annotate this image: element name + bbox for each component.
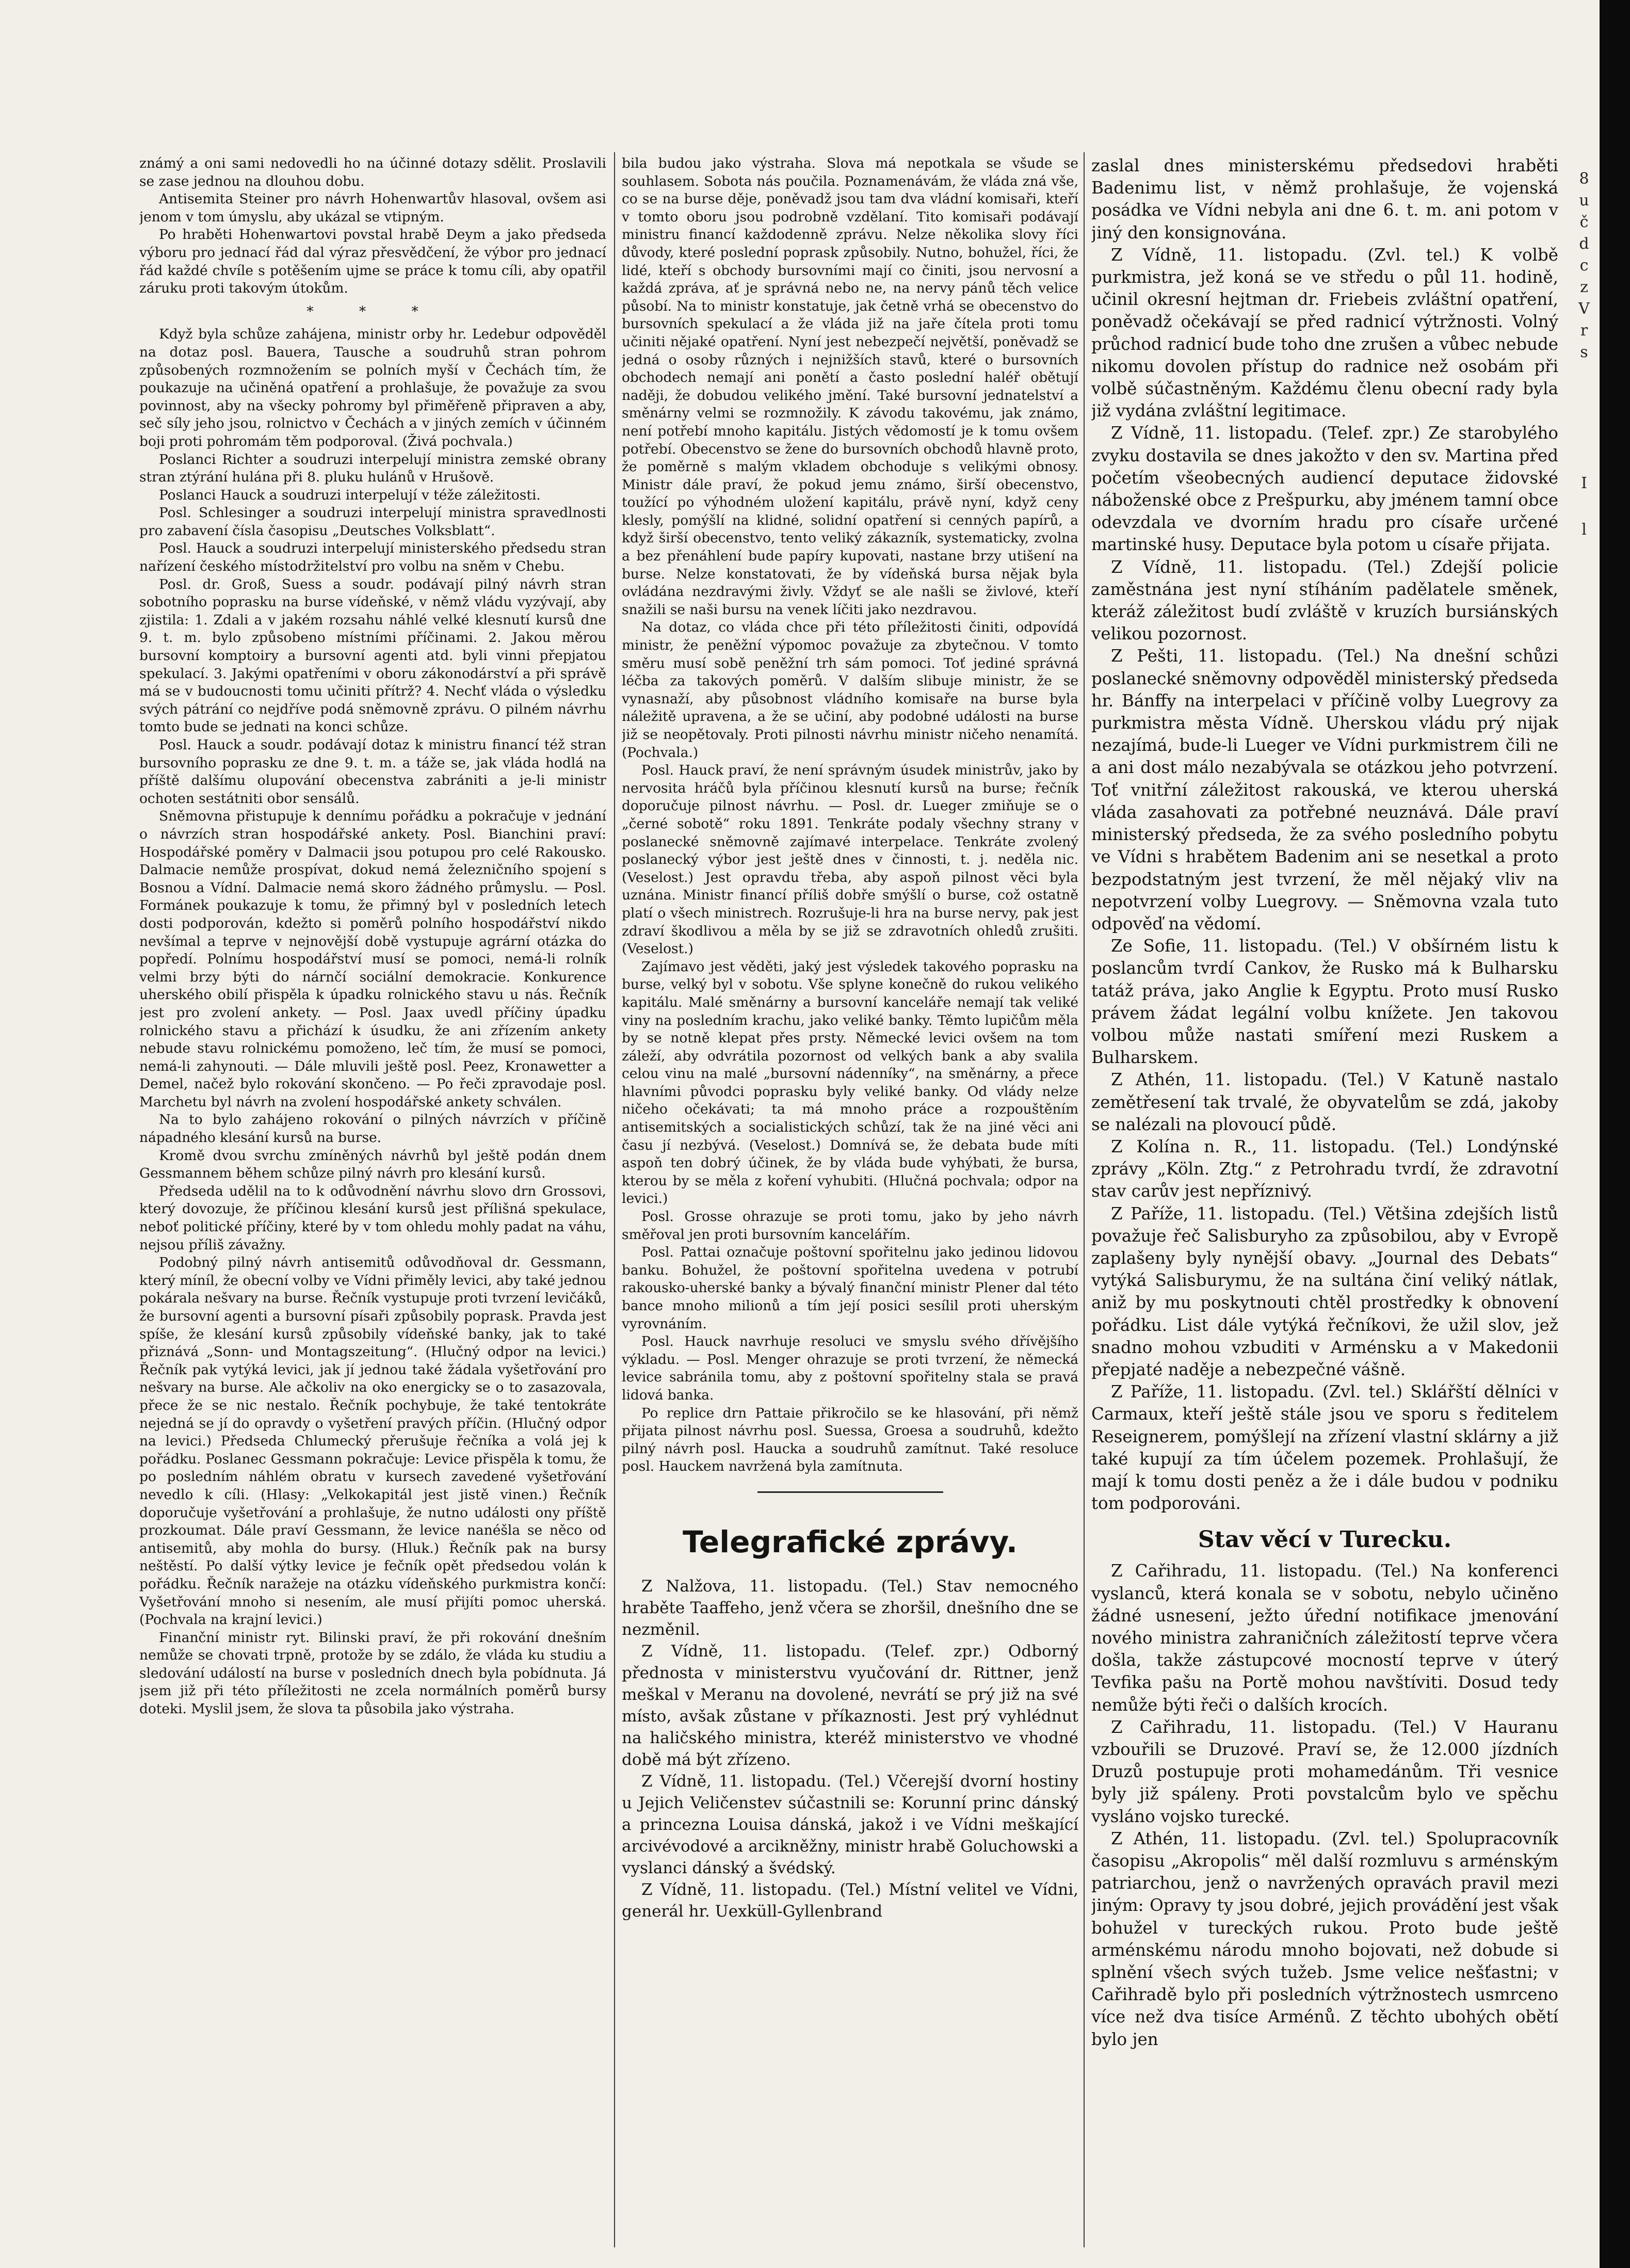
column-divider-2 <box>1084 152 1085 2247</box>
edge-fragment: č <box>1579 213 1589 231</box>
telegraph-item: Z Paříže, 11. listopadu. (Zvl. tel.) Sklářští dělníci v Carmaux, kteří ještě stále jsou ve sporu s ředitelem Reseignerem, pomýšlejí na zřízení vlastní sklárny a již také kupují za tím účelem pozemek. Prohlašují, že mají k tomu dosti peněz a že i dále budou v podniku tom podporováni. <box>1091 1382 1558 1514</box>
article-paragraph: známý a oni sami nedovedli ho na účinné dotazy sdělit. Proslavili se zase jednou na dlouhou dobu. <box>139 155 606 189</box>
article-paragraph: Zajímavo jest věděti, jaký jest výsledek takového poprasku na burse, velký byl v sobotu. Vše splyne konečně do rukou velikého kapitálu. Malé směnárny a bursovní kanceláře nemají tak veliké viny na posledním krachu, jako veliké banky. Těmto lupičům měla by se notně klepat přes prsty. Německé levici ovšem na tom záleží, aby odvrátila pozornost od velkých bank a aby svalila celou vinu na malé „bursovní nádenníky“, na směnárny, a přece hlavními původci poprasku byly veliké banky. Od vlády nelze ničeho očekávati; ta má mnoho práce a rozpouštěním antisemitských a socialistických schůzí, tak že na jiné věci ani času jí nezbývá. (Veselost.) Domnívá se, že debata bude míti aspoň ten dobrý účinek, že by vláda bude vyhýbati, že bursa, kterou by se měla z koření vyhubiti. (Hlučná pochvala; odpor na levici.) <box>622 958 1078 1207</box>
article-paragraph: Posl. Hauck a soudr. podávají dotaz k ministru financí též stran bursovního poprasku ze dne 9. t. m. a táže se, jak vláda hodlá na příště dalšímu olupování obecenstva zabrániti a je-li ministr ochoten sestátniti obor sensálů. <box>139 737 606 807</box>
telegraph-item: Z Vídně, 11. listopadu. (Telef. zpr.) Odborný přednosta v ministerstvu vyučování dr. Rittner, jenž meškal v Meranu na dovolené, nevrátí se prý již na své místo, avšak zůstane v příkaznosti. Jest prý vyhlédnut na haličského ministra, kteréž ministerstvo ve vhodné době má být zřízeno. <box>622 1642 1078 1769</box>
article-paragraph: Předseda udělil na to k odůvodnění návrhu slovo drn Grossovi, který dovozuje, že příčinou klesání kursů jest přílišná spekulace, neboť politické příčiny, které by v tom ohledu mohly padat na váhu, nejsou příliš závažny. <box>139 1183 606 1253</box>
turkey-section-title: Stav věcí v Turecku. <box>1198 1526 1452 1553</box>
telegraph-item: Ze Sofie, 11. listopadu. (Tel.) V obšírném listu k poslancům tvrdí Cankov, že Rusko má k Bulharsku tatáž práva, jako Anglie k Egyptu. Proto musí Rusko právem žádat legální volbu knížete. Jen takovou volbou může nastati smíření mezi Ruskem a Bulharskem. <box>1091 936 1558 1068</box>
article-paragraph: Posl. Hauck a soudruzi interpelují ministerského předsedu stran nařízení českého místodržitelství pro volbu na sněm v Chebu. <box>139 540 606 575</box>
column-divider-1 <box>614 152 615 2247</box>
scan-edge-shadow <box>1600 0 1630 2268</box>
article-paragraph: Posl. dr. Groß, Suess a soudr. podávají pilný návrh stran sobotního poprasku na burse vídeňské, v němž vládu vyzývají, aby zjistila: 1. Zdali a v jakém rozsahu náhlé velké klesnutí kursů dne 9. t. m. bylo způsobeno místními příčinami. 2. Jakou měrou bursovní komptoiry a bursovní agenti atd. byli vinni přepjatou spekulací. 3. Jakými opatřeními v oboru zákonodárství a při správě má se v budoucnosti tomu učiniti přítrž? 4. Nechť vláda o výsledku svých pátrání co nejdříve podá sněmovně zprávu. O pilném návrhu tomto bude se jednati na konci schůze. <box>139 576 606 735</box>
article-paragraph: Posl. Pattai označuje poštovní spořitelnu jako jedinou lidovou banku. Bohužel, že poštovní spořitelna uvedena v potrubí rakousko-uherské banky a bývalý finanční ministr Plener dal této bance mnoho milionů a tím její posici sesílil proti uherským vyrovnáním. <box>622 1244 1078 1332</box>
article-paragraph: Posl. Hauck praví, že není správným úsudek ministrův, jako by nervosita hráčů byla příčinou klesnutí kursů na burse; řečník doporučuje pilnost návrhu. — Posl. dr. Lueger zmiňuje se o „černé sobotě“ roku 1891. Tenkráte podaly všechny strany v poslanecké sněmovně zajímavé interpelace. Tenkráte zvolený poslanecký výbor jest ještě dnes v činnosti, t. j. neděla nic. (Veselost.) Jest opravdu třeba, aby aspoň pilnost věci byla uznána. Ministr financí příliš dobře smýšlí o burse, což ostatně platí o všech ministrech. Rozrušuje-li hra na burse nervy, pak jest zdraví škodlivou a měla by se již se zdravotních ohledů zrušiti. (Veselost.) <box>622 762 1078 957</box>
telegraph-item: Z Vídně, 11. listopadu. (Tel.) Místní velitel ve Vídni, generál hr. Uexküll-Gyllenbrand <box>622 1880 1078 1921</box>
edge-fragment: d <box>1579 235 1589 253</box>
telegraph-item: Z Kolína n. R., 11. listopadu. (Tel.) Londýnské zprávy „Köln. Ztg.“ z Petrohradu tvrdí, že zdravotní stav carův jest nepříznivý. <box>1091 1136 1558 1201</box>
edge-fragment: 8 <box>1579 170 1589 188</box>
article-paragraph: Po hraběti Hohenwartovi povstal hrabě Deym a jako předseda výboru pro jednací řád dal výraz přesvědčení, že výbor pro jednací řád každé chvíle s potěšením ujme se práce k tomu cíli, aby opatřil záruku proti takovým útokům. <box>139 227 606 297</box>
article-paragraph: Podobný pilný návrh antisemitů odůvodňoval dr. Gessmann, který míníl, že obecní volby ve Vídni přiměly levici, aby také jednou pokárala nešvary na burse. Řečník vystupuje proti tvrzení levičáků, že bursovní agenti a bursovní písaři způsobily poprask. Pravda jest spíše, že klesání kursů způsobily vídeňské banky, jak to také přiznává „Sonn- und Montagszeitung“. (Hlučný odpor na levici.) Řečník pak vytýká levici, jak jí jednou také žádala vyšetřování pro nešvary na burse. Ale ačkoliv na oko energicky se o to zasazovala, přece že se nic nestalo. Řečník pochybuje, že také tentokráte nejedná se jí do opravdy o vyšetření pravých příčin. (Hlučný odpor na levici.) Předseda Chlumecký přerušuje řečníka a volá jej k pořádku. Poslanec Gessmann pokračuje: Levice přispěla k tomu, že po posledním náhlém obratu v kursech zavedené vyšetřování nevedlo k cíli. (Hlasy: „Velkokapitál jest jistě vinen.) Řečník doporučuje vyšetřování a prohlašuje, že nutno události ony příště prozkoumat. Dále praví Gessmann, že levice nanéšla se něco od antisemitů, aby mohla do bursy. (Hluk.) Řečník pak na bursy neštěstí. Po další výtky levice je fečník opět předsedou volán k pořádku. Řečník naražeje na otázku vídeňského purkmistra končí: Vyšetřování mnoho si nesením, ale musí přijíti pomoc uherská. (Pochvala na krajní levici.) <box>139 1254 606 1628</box>
telegraph-section-title: Telegrafické zprávy. <box>683 1524 1018 1559</box>
telegraph-item: Z Athén, 11. listopadu. (Tel.) V Katuně nastalo zemětřesení tak trvalé, že obyvatelům se zdá, jakoby se nalézali na plovoucí půdě. <box>1091 1070 1558 1134</box>
telegraph-item: Z Cařihradu, 11. listopadu. (Tel.) Na konferenci vyslanců, která konala se v sobotu, nebylo učiněno žádné usnesení, ježto úřední notifikace jmenování nového ministra zahraničních záležitostí teprve včera došla, takže zástupcové mocností teprve v úterý Tevfika pašu na Portě mohou navštíviti. Dosud tedy nemůže býti řeči o dalších krocích. <box>1091 1561 1558 1715</box>
article-paragraph: Finanční ministr ryt. Bilinski praví, že při rokování dnešním nemůže se chovati trpně, protože by se zdálo, že vláda ku studiu a sledování událostí na burse v posledních dnech byla pobídnuta. Já jsem již při této příležitosti ne zcela normálních poměrů bursy doteki. Myslil jsem, že slova ta působila jako výstraha. <box>139 1629 606 1717</box>
article-paragraph: Po replice drn Pattaie přikročilo se ke hlasování, při němž přijata pilnost návrhu posl. Suessa, Groesa a soudruhů, kdežto pilný návrh posl. Haucka a soudruhů zamítnut. Také resoluce posl. Hauckem navržená byla zamítnuta. <box>622 1405 1078 1475</box>
edge-fragment: u <box>1579 191 1589 210</box>
article-paragraph: Sněmovna přistupuje k dennímu pořádku a pokračuje v jednání o návrzích stran hospodářské ankety. Posl. Bianchini praví: Hospodářské poměry v Dalmacii jsou potupou pro celé Rakousko. Dalmacie nemůže prospívat, dokud nemá železničního spojení s Bosnou a Vídní. Dalmacie nemá skoro žádného průmyslu. — Posl. Formánek poukazuje k tomu, že přimný byl v posledních letech dosti podporován, kdežto si poměrů polního hospodářství nikdo nevšímal a teprve v nejnovější době vystupuje agrární otázka do popředí. Polnímu hospodářství musí se pomoci, nemá-li rolník velmi brzy býti do nárnčí sociální demokracie. Konkurence uherského obilí přispěla k úpadku rolnického stavu u nás. Řečník jest pro zvolení ankety. — Posl. Jaax uvedl příčiny úpadku rolnického stavu a přichází k úsudku, že ani zřízením ankety nebude stavu rolnickému pomoženo, leč tím, že musí se pomoci, nemá-li zahynouti. — Dále mluvili ještě posl. Peez, Kronawetter a Demel, načež bylo rokování skončeno. — Po řeči zpravodaje posl. Marchetu byl návrh na zvolení hospodářské ankety schválen. <box>139 808 606 1110</box>
telegraph-item: Z Cařihradu, 11. listopadu. (Tel.) V Hauranu vzbouřili se Druzové. Praví se, že 12.000 jízdních Druzů postupuje proti mohamedánům. Tři vesnice byly již spáleny. Proti povstalcům bylo ve spěchu vysláno vojsko turecké. <box>1091 1717 1558 1826</box>
article-paragraph: Na to bylo zahájeno rokování o pilných návrzích v příčině nápadného klesání kursů na burse. <box>139 1112 606 1146</box>
edge-fragment: I <box>1581 474 1587 492</box>
telegraph-item: Z Vídně, 11. listopadu. (Tel.) Zdejší policie zaměstnána jest nyní stíháním padělatele směnek, kteráž záležitost budí zvláště v kruzích bursiánských velikou pozornost. <box>1091 557 1558 644</box>
article-paragraph: Když byla schůze zahájena, ministr orby hr. Ledebur odpověděl na dotaz posl. Bauera, Tausche a soudruhů stran pohrom způsobených rozmnožením se polních myší v Čechách tím, že poukazuje na učiněná opatření a prohlašuje, že považuje za svou povinnost, aby na všecky pohromy byl přiměřeně připraven a aby, seč síly jeho jsou, rolnictvo v Čechách a v jiných zemích v účinném boji proti pohromám těm podporoval. (Živá pochvala.) <box>139 326 606 449</box>
edge-fragment: l <box>1581 521 1587 539</box>
edge-fragment: z <box>1580 278 1588 296</box>
telegraph-item: Z Vídně, 11. listopadu. (Telef. zpr.) Ze starobylého zvyku dostavila se dnes jakožto v den sv. Martina před početím všeobecných audiencí deputace židovské náboženské obce z Prešpurku, aby jménem tamní obce odevzdala ve dvorním hradu pro císaře určené martinské husy. Deputace byla potom u císaře přijata. <box>1091 423 1558 555</box>
telegraph-item: zaslal dnes ministerskému předsedovi hraběti Badenimu list, v němž prohlašuje, že vojenská posádka ve Vídni nebyla ani dne 6. t. m. ani potom v jiný den konsignována. <box>1091 156 1558 243</box>
article-paragraph: Posl. Hauck navrhuje resoluci ve smyslu svého dřívějšího výkladu. — Posl. Menger ohrazuje se proti tvrzení, že německá levice sabránila tomu, aby z poštovní spořitelny stala se pravá lidová banka. <box>622 1333 1078 1403</box>
edge-fragment: r <box>1580 321 1588 340</box>
column-1 <box>139 155 606 2237</box>
article-end-rule <box>757 1491 943 1493</box>
article-paragraph: Kromě dvou svrchu zmíněných návrhů byl ještě podán dnem Gessmannem během schůze pilný návrh pro klesání kursů. <box>139 1147 606 1182</box>
article-paragraph: Poslanci Hauck a soudruzi interpelují v téže záležitosti. <box>159 487 541 503</box>
telegraph-item: Z Nalžova, 11. listopadu. (Tel.) Stav nemocného hraběte Taaffeho, jenž včera se zhoršil, dnešního dne se nezměnil. <box>622 1577 1078 1639</box>
article-paragraph: Poslanci Richter a soudruzi interpelují ministra zemské obrany stran ztýrání hulána při 8. pluku hulánů v Hrušově. <box>139 451 606 486</box>
edge-fragment: s <box>1580 343 1588 361</box>
edge-fragment: V <box>1578 300 1590 318</box>
edge-fragment: c <box>1579 256 1589 275</box>
article-paragraph: Na dotaz, co vláda chce při této příležitosti činiti, odpovídá ministr, že peněžní výpomoc považuje za zbytečnou. V tomto směru musí sobě peněžní trh sám pomoci. Toť jediné správná léčba za takových poměrů. V dalším slibuje ministr, že se vynasnaží, aby působnost vládního komisaře na burse byla náležitě upravena, a že se učiní, aby podobné události na burse již se neopětovaly. Proti pilnosti návrhu ministr ničeho nenamítá. (Pochvala.) <box>622 619 1078 761</box>
article-paragraph: Posl. Schlesinger a soudruzi interpelují ministra spravedlnosti pro zabavení čísla časopisu „Deutsches Volksblatt“. <box>139 505 606 539</box>
telegraph-item: Z Athén, 11. listopadu. (Zvl. tel.) Spolupracovník časopisu „Akropolis“ měl další rozmluvu s arménským patriarchou, jenž o navržených opravách pravil mezi jiným: Opravy ty jsou dobré, jejich provádění jest však bohužel v tureckých rukou. Proto bude ještě arménskému národu mnoho bojovati, než dobude si splnění všech svých tužeb. Jsme velice nešťastni; v Cařihradě bylo při posledních výtržnostech usmrceno více než dva tisíce Arménů. Z těchto ubohých obětí bylo jen <box>1091 1828 1558 2049</box>
telegraph-item: Z Paříže, 11. listopadu. (Tel.) Většina zdejších listů považuje řeč Salisburyho za způsobilou, aby v Evropě zaplašeny byly nynější obavy. „Journal des Debats“ vytýká Salisburymu, že na sultána činí veliký nátlak, aniž by mu poskytnouti chtěl prostředky k obnovení pořádku. List dále vytýká řečníkovi, že užil slov, jež snadno mohou vzbuditi v Arménsku a v Makedonii přepjaté naděje a nebezpečné vášně. <box>1091 1203 1558 1379</box>
article-paragraph: Antisemita Steiner pro návrh Hohenwartův hlasoval, ovšem asi jenom v tom úmyslu, aby ukázal se vtipným. <box>139 191 606 225</box>
telegraph-item: Z Vídně, 11. listopadu. (Tel.) Včerejší dvorní hostiny u Jejich Veličenstev súčastnili se: Korunní princ dánský a princezna Louisa dánská, jakož i ve Vídni meškající arcivévodové a arcikněžny, ministr hrabě Goluchowski a vyslanci dánský a švédský. <box>622 1772 1078 1877</box>
column-3 <box>1091 155 1558 2237</box>
section-separator-stars: * * * <box>306 303 439 319</box>
telegraph-item: Z Vídně, 11. listopadu. (Zvl. tel.) K volbě purkmistra, jež koná se ve středu o půl 11. hodině, učinil okresní hejtman dr. Friebeis zvláštní opatření, poněvadž očekávají se před radnicí výtržnosti. Volný průchod radnicí bude toho dne zrušen a vůbec nebude nikomu dovolen přístup do radnice než osobám při volbě súčastněným. Každému členu obecní rady byla již vydána zvláštní legitimace. <box>1091 245 1558 421</box>
telegraph-item: Z Pešti, 11. listopadu. (Tel.) Na dnešní schůzi poslanecké sněmovny odpověděl ministerský předseda hr. Bánffy na interpelaci v příčině volby Luegrovy za purkmistra města Vídně. Uherskou vládu prý nijak nezajímá, bude-li Lueger ve Vídni purkmistrem čili ne a ani dost málo nezabývala se otázkou jeho potvrzení. Toť vnitřní záležitost rakouská, ve kterou uherská vláda zasahovati za potřebné neuznává. Dále praví ministerský předseda, že za svého posledního pobytu ve Vídni s hrabětem Badenim ani se nesetkal a proto bezpodstatným jest tvrzení, že měl nějaký vliv na nepotvrzení volby Luegrovy. — Sněmovna vzala tuto odpověď na vědomí. <box>1091 646 1558 934</box>
article-paragraph: Posl. Grosse ohrazuje se proti tomu, jako by jeho návrh směřoval jen proti bursovním kancelářím. <box>622 1209 1078 1243</box>
article-paragraph: bila budou jako výstraha. Slova má nepotkala se všude se souhlasem. Sobota nás poučila. Poznamenávám, že vláda zná vše, co se na burse děje, poněvadž jsou tam dva vládní komisaři, kteří v tomto oboru jsou podrobně vzdělaní. Tito komisaři podávají ministru financí každodenně zprávu. Nelze několika slovy říci důvody, které poslední poprask způsobily. Nutno, bohužel, říci, že lidé, kteří s obchody bursovními mají co činiti, jsou nervosní a každá zpráva, ať je správná nebo ne, na nervy pánů těch velice působí. Na to ministr konstatuje, jak četně vrhá se obecenstvo do bursovních spekulací a že vláda již na jaře čítela proti tomu učiniti nějaké opatření. Nyní jest nebezpečí největší, poněvadž se jedná o osoby různých i nejnižších stavů, které o bursovních obchodech nemají ani ponětí a často poslední haléř obětují naději, že dobudou velikého jmění. Také bursovní jednatelství a směnárny velmi se rozmnožily. K závodu takovému, jak známo, není potřebí mnoho kapitálu. Jistých vědomostí je k tomu ovšem potřebí. Obecenstvo se žene do bursovních obchodů hlavně proto, že poměrně s malým vkladem obchoduje s velikými obnosy. Ministr dále praví, že pokud jemu známo, širší obecenstvo, toužící po výhodném uložení kapitálu, právě nyní, když ceny klesly, pomýšlí na klidné, solidní opatření si cenných papírů, a když širší obecenstvo, tento veliký zákazník, systematicky, zvolna a bez přenáhlení bude papíry kupovati, nastane brzy utišení na burse. Nelze konstatovati, že by vídeňská bursa nějak byla ovládána nezdravými živly. Vždyť se ale našli se živlové, kteří snažili se naši bursu na venek líčiti jako nezdravou. <box>622 155 1078 618</box>
column-2 <box>622 155 1078 2237</box>
